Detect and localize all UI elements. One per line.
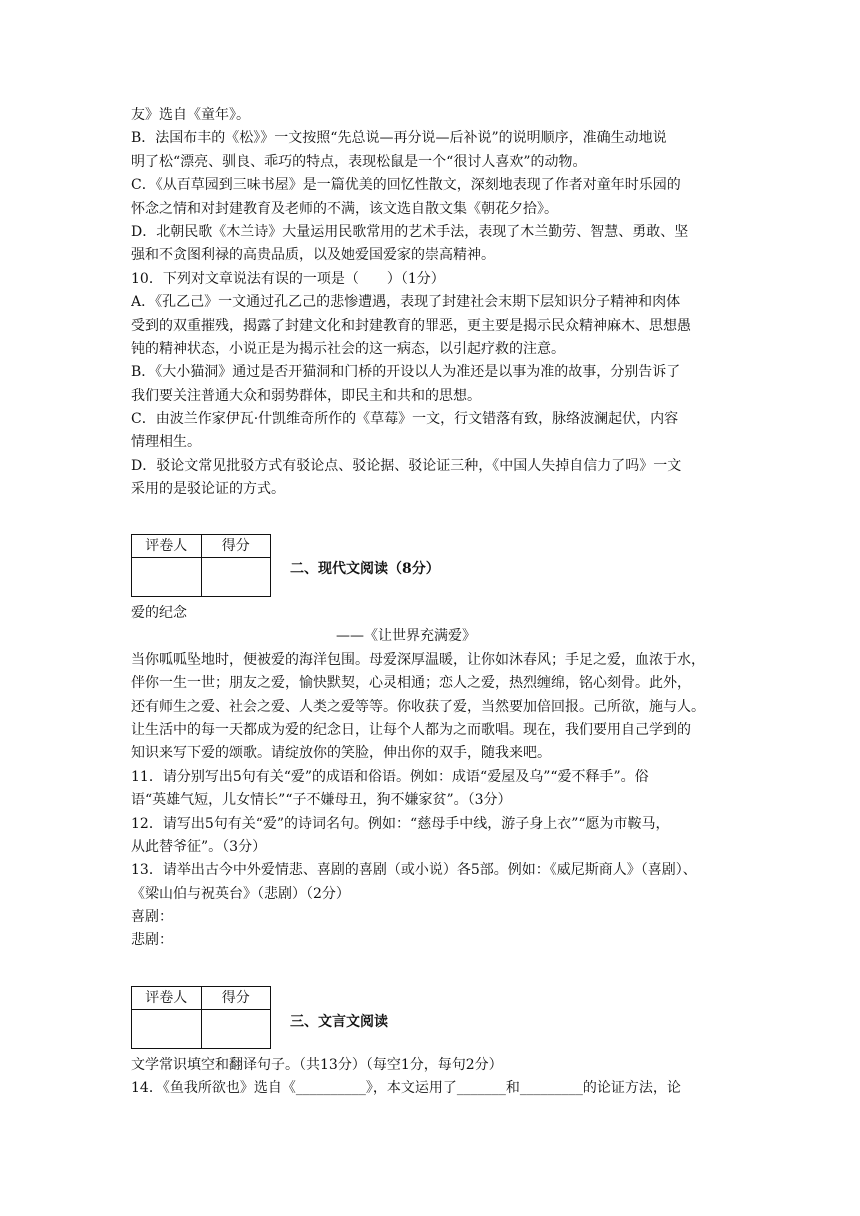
- score-header: 得分: [201, 535, 271, 558]
- text-line: 10．下列对文章说法有误的一项是（ ）（1分）: [131, 270, 445, 287]
- text-line: 知识来写下爱的颂歌。请绽放你的笑脸，伸出你的双手，随我来吧。: [131, 745, 551, 762]
- text-line: C．由波兰作家伊瓦·什凯维奇所作的《草莓》一文，行文错落有致，脉络波澜起伏，内容: [131, 411, 679, 428]
- text-line: 我们要关注普通大众和弱势群体，即民主和共和的思想。: [131, 387, 481, 404]
- passage-source: ——《让世界充满爱》: [336, 628, 476, 645]
- text-line: 悲剧：: [131, 932, 173, 949]
- text-line: 让生活中的每一天都成为爱的纪念日，让每个人都为之而歌唱。现在，我们要用自己学到的: [131, 721, 691, 738]
- text-line: 强和不贪图利禄的高贵品质，以及她爱国爱家的崇高精神。: [131, 247, 495, 264]
- text-line: D．驳论文常见批驳方式有驳论点、驳论据、驳论证三种，《中国人失掉自信力了吗》一文: [131, 457, 682, 474]
- text-line: 喜剧：: [131, 909, 173, 926]
- grader-header: 评卷人: [132, 987, 202, 1010]
- text-line: 13．请举出古今中外爱情悲、喜剧的喜剧（或小说）各5部。例如：《威尼斯商人》（喜剧）、: [131, 862, 697, 879]
- text-line: A．《孔乙己》一文通过孔乙己的悲惨遭遇，表现了封建社会末期下层知识分子精神和肉体: [131, 294, 681, 311]
- text-line: 受到的双重摧残，揭露了封建文化和封建教育的罪恶，更主要是揭示民众精神麻木、思想愚: [131, 317, 691, 334]
- section-3-title: 三、文言文阅读: [290, 1014, 388, 1030]
- section-2-content: [131, 602, 731, 953]
- text-line: 《梁山伯与祝英台》（悲剧）（2分）: [131, 885, 350, 902]
- text-line: 11．请分别写出5句有关“爱”的成语和俗语。例如：成语“爱屋及乌”“爱不释手”。俗: [131, 768, 649, 785]
- text-line: 当你呱呱坠地时，便被爱的海洋包围。母爱深厚温暖，让你如沐春风；手足之爱，血浓于水，: [131, 651, 705, 668]
- section-3-content: [131, 1054, 731, 1101]
- text-line: B．法国布丰的《松》》一文按照“先总说—再分说—后补说”的说明顺序，准确生动地说: [131, 130, 667, 147]
- text-line: 友》选自《童年》。: [131, 107, 250, 123]
- text-line: 语“英雄气短，儿女情长”“子不嫌母丑，狗不嫌家贫”。（3分）: [131, 792, 512, 809]
- text-line: 情理相生。: [131, 434, 201, 451]
- passage-heading: 爱的纪念: [131, 605, 187, 621]
- text-line: 还有师生之爱、社会之爱、人类之爱等等。你收获了爱，当然要加倍回报。己所欲，施与人。: [131, 698, 705, 715]
- text-line: C．《从百草园到三味书屋》是一篇优美的回忆性散文，深刻地表现了作者对童年时乐园的: [131, 177, 681, 194]
- text-line: 14．《鱼我所欲也》选自《__________》，本文运用了_______和_________的论证方法，论: [131, 1080, 681, 1097]
- text-line: 文学常识填空和翻译句子。（共13分）（每空1分，每句2分）: [131, 1057, 503, 1073]
- text-line: 怀念之情和对封建教育及老师的不满，该文选自散文集《朝花夕拾》。: [131, 200, 558, 217]
- score-header: 得分: [201, 987, 271, 1010]
- score-table-section-2: [131, 534, 271, 597]
- score-cell: [201, 1010, 271, 1049]
- text-line: 12．请写出5句有关“爱”的诗词名句。例如：“慈母手中线，游子身上衣”“愿为市鞍马，: [131, 815, 670, 832]
- grader-cell: [132, 558, 202, 597]
- section-2-title: 二、现代文阅读（8分）: [290, 561, 440, 577]
- score-cell: [201, 558, 271, 597]
- score-table-section-3: [131, 986, 271, 1049]
- text-line: D．北朝民歌《木兰诗》大量运用民歌常用的艺术手法，表现了木兰勤劳、智慧、勇敢、坚: [131, 223, 689, 240]
- text-line: B．《大小猫洞》通过是否开猫洞和门桥的开设以人为准还是以事为准的故事，分别告诉了: [131, 364, 681, 381]
- section-2-lines: [131, 649, 731, 953]
- text-line: 从此替爷征”。（3分）: [131, 838, 267, 855]
- text-line: 钝的精神状态，小说正是为揭示社会的这一病态，以引起疗救的注意。: [131, 340, 565, 357]
- text-line: 明了松“漂亮、驯良、乖巧的特点，表现松鼠是一个“很讨人喜欢”的动物。: [131, 153, 587, 170]
- question-block-9-10: [131, 104, 731, 502]
- text-line: 伴你一生一世；朋友之爱，愉快默契，心灵相通；恋人之爱，热烈缠绵，铭心刻骨。此外，: [131, 675, 691, 692]
- grader-cell: [132, 1010, 202, 1049]
- text-line: 采用的是驳论证的方式。: [131, 481, 285, 498]
- grader-header: 评卷人: [132, 535, 202, 558]
